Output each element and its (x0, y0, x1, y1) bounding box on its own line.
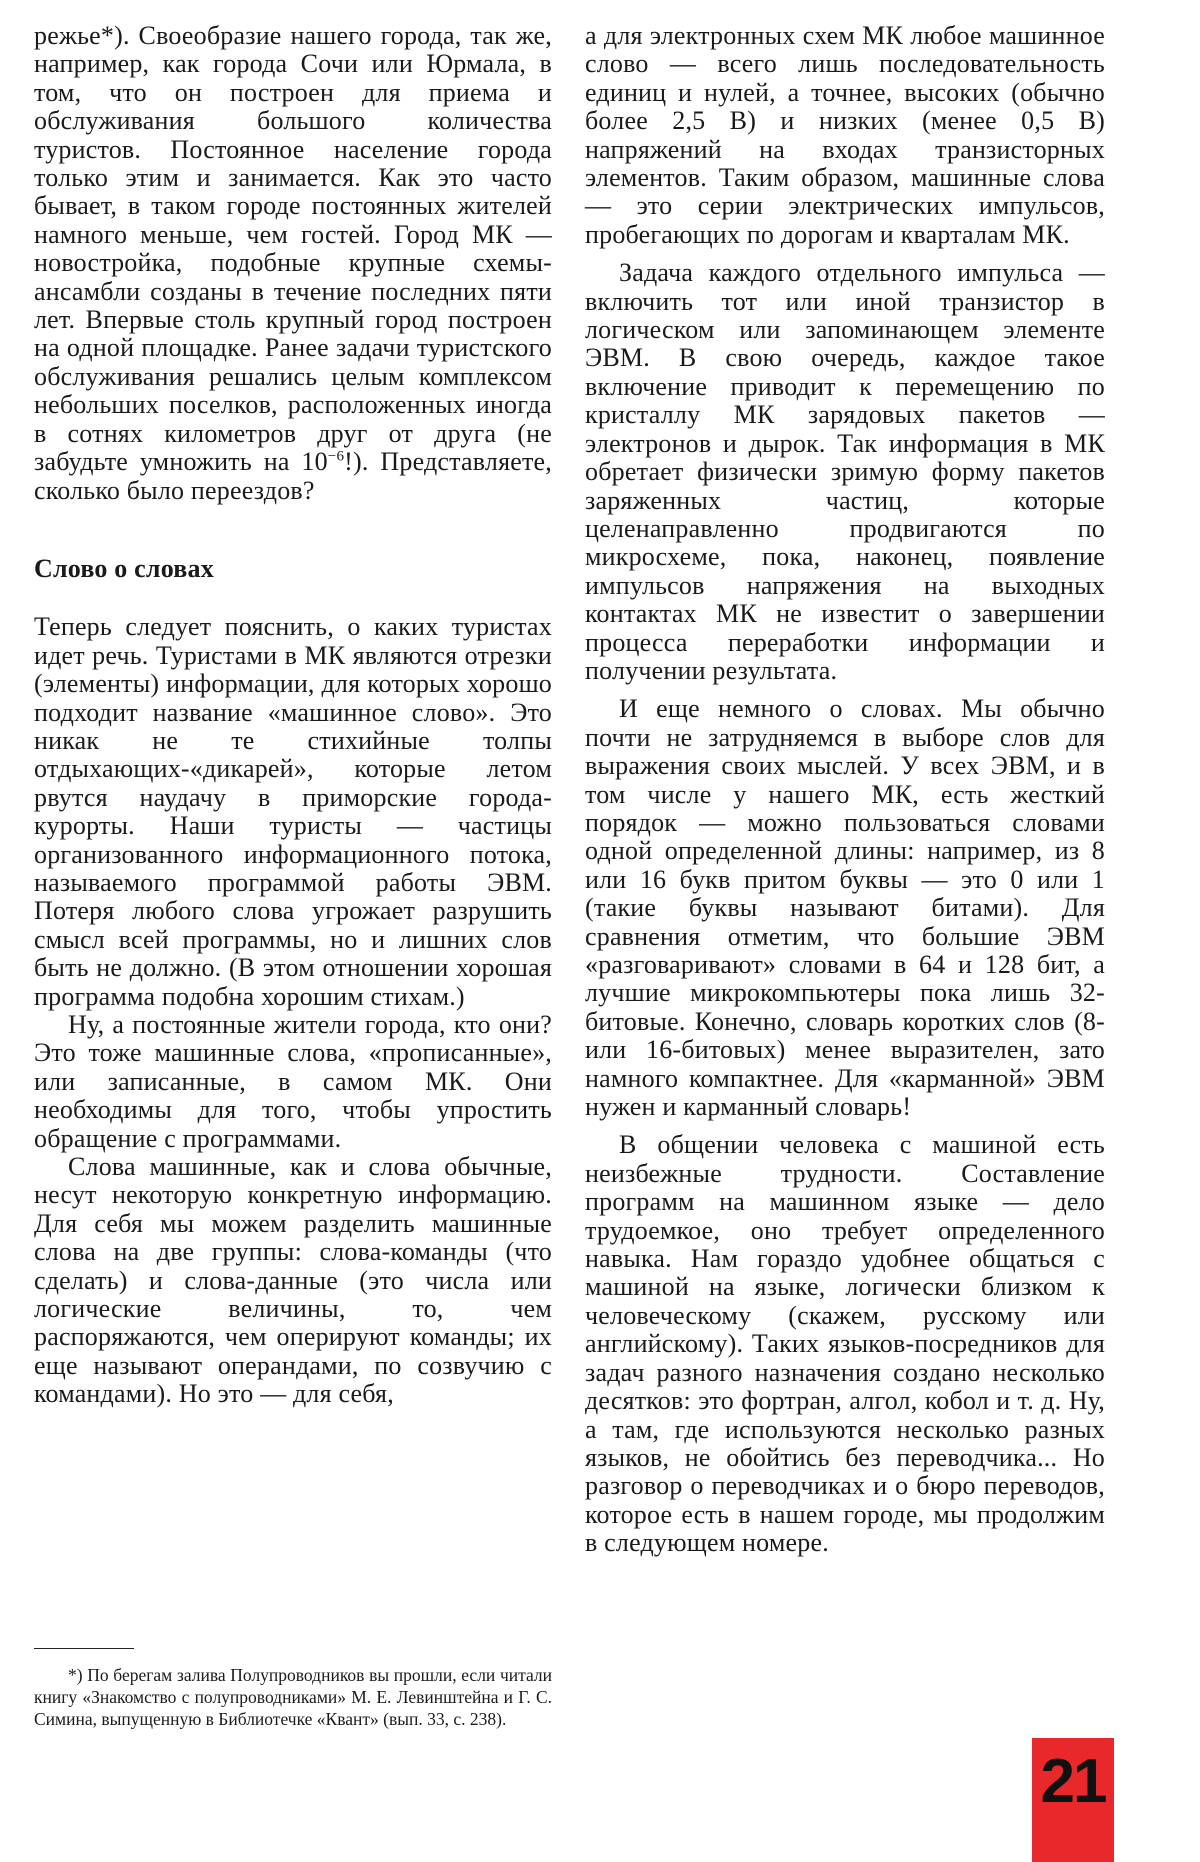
paragraph: а для электронных схем МК любое машинное слово — всего лишь последовательность единиц и нулей, а точнее, высоких (обычно более 2,5 В) и низких (менее 0,5 В) напряжений на входах транзисторных элементов. Таким образом, машинные слова — это серии электрических импульсов, пробегающих по дорогам и кварталам МК. (585, 21, 1105, 249)
page-number-badge (1032, 1738, 1114, 1862)
paragraph: Задача каждого отдельного импульса — включить тот или иной транзистор в логическом или запоминающем элементе ЭВМ. В свою очередь, каждое такое включение приводит к перемещению по кристаллу МК зарядовых пакетов — электронов и дырок. Так информация в МК обретает физически зримую форму пакетов заряженных частиц, которые целенаправленно продвигаются по микросхеме, пока, наконец, появление импульсов напряжения на выходных контактах МК не известит о завершении процесса переработки информации и получении результата. (585, 258, 1105, 685)
paragraph: В общении человека с машиной есть неизбежные трудности. Составление программ на машинном языке — дело трудоемкое, оно требует определенного навыка. Нам гораздо удобнее общаться с машиной на языке, логически близком к человеческому (скажем, русскому или английскому). Таких языков-посредников для задач разного назначения создано несколько десятков: это фортран, алгол, кобол и т. д. Ну, а там, где используются несколько разных языков, не обойтись без переводчика... Но разговор о переводчиках и о бюро переводов, которое есть в нашем городе, мы продолжим в следующем номере. (585, 1130, 1105, 1558)
section-heading: Слово о словах (34, 553, 214, 583)
paragraph: Слова машинные, как и слова обычные, несут некоторую конкретную информацию. Для себя мы можем разделить машинные слова на две группы: слова-команды (что сделать) и слова-данные (это числа или логические величины, то, чем распоряжаются, чем оперируют команды; их еще называют операндами, по созвучию с командами). Но это — для себя, (34, 1152, 552, 1409)
page-number: 21 (1040, 1747, 1106, 1816)
right-column (585, 22, 1105, 1558)
paragraph: режье*). Своеобразие нашего города, так же, например, как города Сочи или Юрмала, в том, что он построен для приема и обслуживания большого количества туристов. Постоянное население города только этим и занимается. Как это часто бывает, в таком городе постоянных жителей намного меньше, чем гостей. Город МК — новостройка, подобные крупные схемы-ансамбли созданы в течение последних пяти лет. Впервые столь крупный город построен на одной площадке. Ранее задачи туристского обслуживания решались целым комплексом небольших поселков, расположенных иногда в сотнях километров друг от друга (не забудьте умножить на $10^{-6}$!). Представляете, сколько было переездов? (34, 21, 552, 505)
exponent: −6 (327, 448, 345, 465)
left-column (34, 22, 552, 1409)
paragraph: Ну, а постоянные жители города, кто они? Это тоже машинные слова, «прописанные», или записанные, в самом МК. Они необходимы для того, чтобы упростить обращение с программами. (34, 1010, 552, 1153)
footnote: *) По берегам залива Полупроводников вы прошли, если читали книгу «Знакомство с полупроводниками» М. Е. Левинштейна и Г. С. Симина, выпущенную в Библиотечке «Квант» (вып. 33, с. 238). (34, 1665, 552, 1729)
paragraph: И еще немного о словах. Мы обычно почти не затрудняемся в выборе слов для выражения своих мыслей. У всех ЭВМ, и в том числе у нашего МК, есть жесткий порядок — можно пользоваться словами одной определенной длины: например, из 8 или 16 букв притом буквы — это 0 или 1 (такие буквы называют битами). Для сравнения отметим, что большие ЭВМ «разговаривают» словами в 64 и 128 бит, а лучшие микрокомпьютеры пока лишь 32-битовые. Конечно, словарь коротких слов (8- или 16-битовых) менее выразителен, зато намного компактнее. Для «карманной» ЭВМ нужен и карманный словарь! (585, 694, 1105, 1122)
paragraph: Теперь следует пояснить, о каких туристах идет речь. Туристами в МК являются отрезки (элементы) информации, для которых хорошо подходит название «машинное слово». Это никак не те стихийные толпы отдыхающих-«дикарей», которые летом рвутся наудачу в приморские города-курорты. Наши туристы — частицы организованного информационного потока, называемого программой работы ЭВМ. Потеря любого слова угрожает разрушить смысл всей программы, но и лишних слов быть не должно. (В этом отношении хорошая программа подобна хорошим стихам.) (34, 612, 552, 1011)
footnote-divider (34, 1648, 134, 1649)
